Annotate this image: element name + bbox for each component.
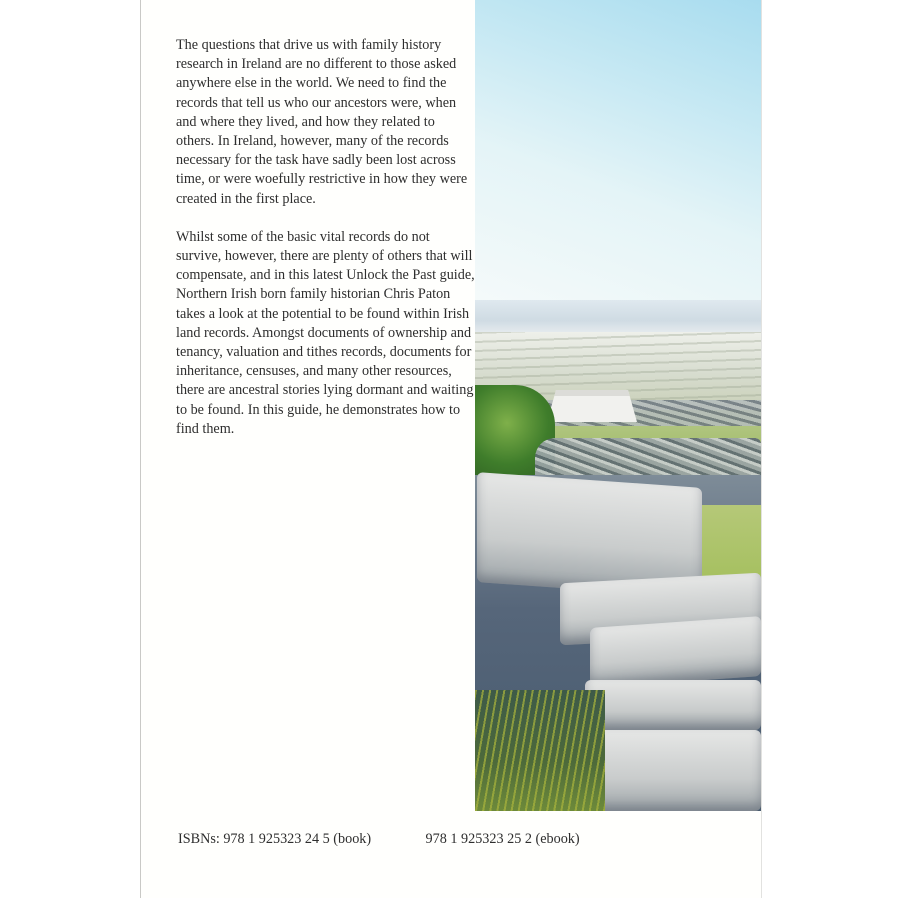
photo-wild-grass	[475, 690, 605, 811]
isbn-ebook: 978 1 925323 25 2 (ebook)	[425, 831, 580, 847]
blurb-paragraph-1: The questions that drive us with family history research in Ireland are no different to those asked anywhere else in the world. We need to find the records that tell us who our ancestors were, when and where they lived, and how they related to others. In Ireland, however, many of the records necessary for the task have sadly been lost across time, or were woefully restrictive in how they were created in the first place.	[176, 37, 468, 207]
photo-stone-slab	[585, 680, 761, 730]
photo-stone-slab	[590, 616, 761, 688]
back-cover-page	[140, 0, 761, 898]
blurb-text	[176, 36, 476, 458]
photo-sky	[475, 0, 761, 305]
photo-horizon-haze	[475, 300, 761, 334]
blurb-paragraph-2: Whilst some of the basic vital records do not survive, however, there are plenty of others that will compensate, and in this latest Unlock the Past guide, Northern Irish born family historian Chris Paton takes a look at the potential to be found within Irish land records. Amongst documents of ownership and tenancy, valuation and tithes records, documents for inheritance, censuses, and many other resources, there are ancestral stories lying dormant and waiting to be found. In this guide, he demonstrates how to find them.	[176, 228, 475, 437]
isbn-row	[178, 831, 738, 848]
photo-grass-patch	[700, 505, 761, 580]
cover-photo-stone-wall	[475, 0, 761, 811]
photo-cottage	[547, 390, 637, 422]
photo-stone-slab	[595, 730, 761, 811]
isbn-book: ISBNs: 978 1 925323 24 5 (book)	[178, 831, 372, 847]
